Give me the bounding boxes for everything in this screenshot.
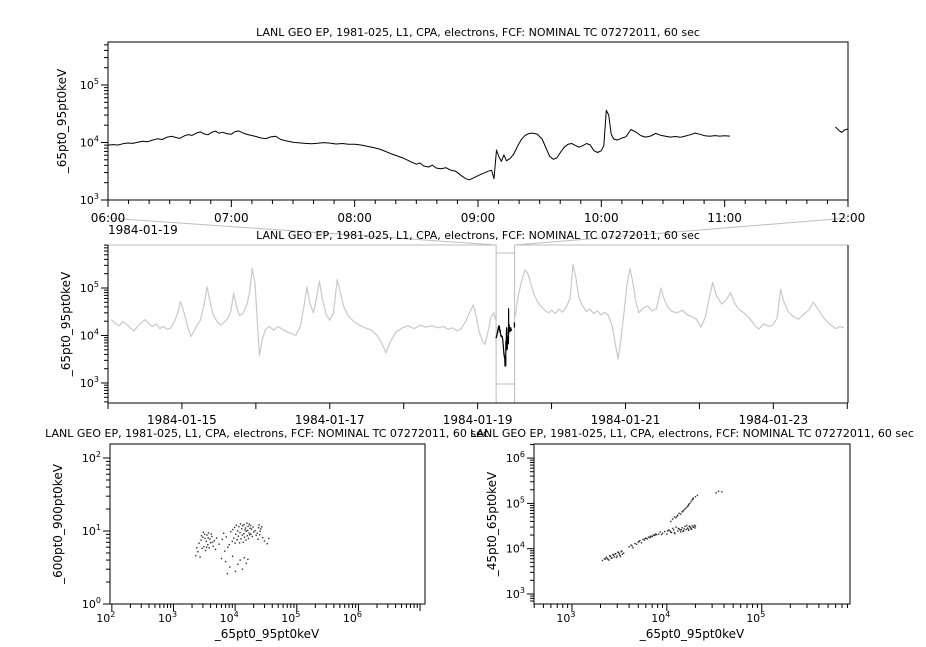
svg-text:11:00: 11:00 [707, 211, 742, 225]
scatter-right-ylabel: _45pt0_65pt0keV [485, 471, 499, 577]
svg-text:105: $10^5$ [281, 610, 301, 625]
svg-text:106: $10^6$ [505, 450, 525, 466]
svg-text:103: $10^3$ [79, 192, 99, 207]
svg-text:105: $10^5$ [79, 77, 99, 93]
svg-text:12:00: 12:00 [830, 211, 866, 225]
scatter-left-xlabel: _65pt0_95pt0keV [214, 627, 320, 641]
svg-text:103: $10^3$ [79, 375, 99, 391]
svg-text:102: $10^2$ [81, 450, 101, 466]
svg-text:07:00: 07:00 [214, 211, 249, 225]
svg-text:105: $10^5$ [505, 495, 525, 511]
context-plot-title: LANL GEO EP, 1981-025, L1, CPA, electrons, FCF: NOMINAL TC 07272011, 60 sec [256, 229, 700, 242]
svg-text:106: $10^6$ [342, 610, 362, 625]
svg-text:1984-01-21: 1984-01-21 [590, 413, 661, 427]
svg-text:104: $10^4$ [219, 610, 239, 625]
scatter-right-xlabel: _65pt0_95pt0keV [639, 627, 745, 641]
svg-text:104: $10^4$ [505, 540, 525, 556]
top-plot-title: LANL GEO EP, 1981-025, L1, CPA, electrons, FCF: NOMINAL TC 07272011, 60 sec [256, 26, 700, 39]
scatter-left-ylabel: _600pt0_900pt0keV [51, 464, 65, 584]
svg-text:105: $10^5$ [746, 610, 766, 625]
scatter-right-title: LANL GEO EP, 1981-025, L1, CPA, electrons, FCF: NOMINAL TC 07272011, 60 sec [470, 427, 914, 440]
svg-text:101: $10^1$ [81, 523, 101, 539]
svg-text:1984-01-19: 1984-01-19 [442, 413, 513, 427]
context-plot-ylabel: _65pt0_95pt0keV [59, 271, 73, 377]
svg-text:102: $10^2$ [96, 610, 116, 625]
svg-text:103: $10^3$ [157, 610, 178, 625]
svg-text:09:00: 09:00 [460, 211, 496, 225]
svg-text:08:00: 08:00 [337, 211, 372, 225]
svg-text:1984-01-15: 1984-01-15 [147, 413, 217, 427]
svg-text:1984-01-23: 1984-01-23 [738, 413, 809, 427]
scatter-left-title: LANL GEO EP, 1981-025, L1, CPA, electrons, FCF: NOMINAL TC 07272011, 60 sec [45, 427, 489, 440]
svg-text:1984-01-17: 1984-01-17 [294, 413, 365, 427]
svg-text:100: $10^0$ [81, 596, 101, 611]
svg-text:10:00: 10:00 [584, 211, 619, 225]
svg-text:103: $10^3$ [556, 610, 576, 625]
svg-text:105: $10^5$ [79, 279, 99, 295]
top-plot-date-label: 1984-01-19 [108, 223, 178, 237]
svg-text:104: $10^4$ [651, 610, 671, 625]
top-plot-ylabel: _65pt0_95pt0keV [55, 68, 69, 174]
svg-text:104: $10^4$ [79, 327, 99, 343]
svg-text:06:00: 06:00 [90, 211, 126, 225]
svg-text:104: $10^4$ [79, 134, 99, 150]
svg-text:103: $10^3$ [505, 585, 525, 601]
